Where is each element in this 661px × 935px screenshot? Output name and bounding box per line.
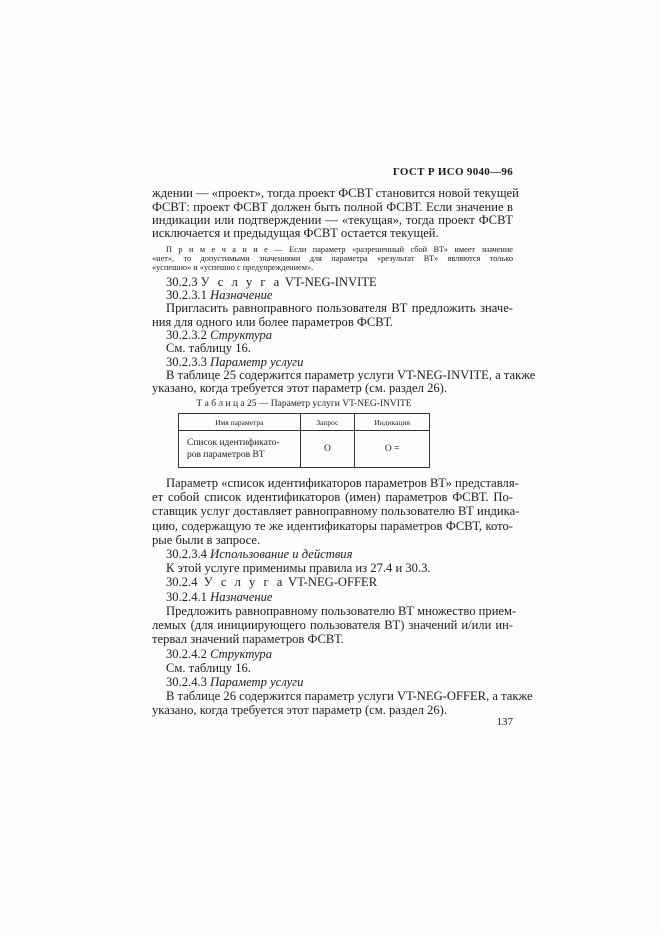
text-line: указано, когда требуется этот параметр (см. раздел 26). [152, 381, 448, 395]
text-line: индикации или подтверждении — «текущая», тогда проект ФСВТ [152, 213, 513, 227]
parameter-table [178, 413, 430, 468]
section-number: 30.2.4.2 [166, 647, 207, 661]
section-title: Структура [210, 328, 273, 342]
section-title: Параметр услуги [210, 355, 304, 369]
subsection-heading [166, 547, 513, 561]
section-heading [166, 575, 513, 589]
text-line: указано, когда требуется этот параметр (см. раздел 26). [152, 703, 448, 717]
text-line: рые были в запросе. [152, 533, 261, 547]
subsection-heading [166, 647, 513, 661]
text-line: лемых (для инициирующего пользователя ВТ) значений и/или ин- [152, 618, 513, 632]
subsection-heading [166, 590, 513, 604]
section-title: Параметр услуги [210, 675, 304, 689]
column-header: Индикация [355, 414, 430, 431]
column-header: Имя параметра [179, 414, 301, 431]
section-number: 30.2.3.4 [166, 547, 207, 561]
text-line: цию, содержащую те же идентификаторы параметров ФСВТ, кото- [152, 519, 513, 533]
note-text: — Если параметр «разрешенный сбой ВТ» имеет значение [274, 245, 513, 254]
section-number: 30.2.3.1 [166, 288, 207, 302]
text-line: Предложить равноправному пользователю ВТ множество прием- [166, 604, 517, 618]
document-header: ГОСТ Р ИСО 9040—96 [392, 166, 513, 178]
table-row [179, 431, 430, 468]
section-word: У с л у г а [203, 575, 285, 589]
text-line: тервал значений параметров ФСВТ. [152, 632, 344, 646]
text-line: См. таблицу 16. [166, 341, 251, 355]
section-title: Назначение [210, 288, 273, 302]
note-label: П р и м е ч а н и е [166, 245, 268, 254]
text-line: ет собой список идентификаторов (имен) параметров ФСВТ. По- [152, 490, 513, 504]
section-title: Использование и действия [210, 547, 353, 561]
service-name: VT-NEG-INVITE [284, 275, 377, 289]
cell-line: ров параметров ВТ [187, 450, 265, 460]
subsection-heading [166, 355, 513, 369]
text-line: исключается и предыдущая ФСВТ остается текущей. [152, 226, 439, 240]
text-line: Пригласить равноправного пользователя ВТ предложить значе- [166, 301, 513, 315]
note-line [166, 245, 513, 254]
table-caption: Т а б л и ц а 25 — Параметр услуги VT-NEG-INVITE [196, 399, 412, 409]
section-number: 30.2.3 [166, 275, 198, 289]
section-number: 30.2.4.3 [166, 675, 207, 689]
text-line: См. таблицу 16. [166, 661, 251, 675]
text-line: В таблице 26 содержится параметр услуги VT-NEG-OFFER, а также [166, 689, 533, 703]
subsection-heading [166, 675, 513, 689]
section-number: 30.2.4 [166, 575, 198, 589]
text-line: ФСВТ: проект ФСВТ должен быть полной ФСВТ. Если значение в [152, 200, 513, 214]
text-line: Параметр «список идентификаторов параметров ВТ» представля- [166, 476, 519, 490]
table-cell: О = [355, 431, 430, 468]
text-line: ставщик услуг доставляет равноправному пользователю ВТ индика- [152, 504, 520, 518]
text-line: В таблице 25 содержится параметр услуги VT-NEG-INVITE, а также [166, 368, 536, 382]
subsection-heading [166, 288, 513, 302]
subsection-heading [166, 328, 513, 342]
text-line: К этой услуге применимы правила из 27.4 и 30.3. [166, 561, 431, 575]
section-word: У с л у г а [200, 275, 282, 289]
section-number: 30.2.3.2 [166, 328, 207, 342]
note-line: «успешно» и «успешно с предупреждением». [152, 263, 314, 272]
table-header-row [179, 414, 430, 431]
section-title: Назначение [210, 590, 273, 604]
section-heading [166, 275, 513, 289]
service-name: VT-NEG-OFFER [288, 575, 378, 589]
text-line: ждении — «проект», тогда проект ФСВТ становится новой текущей [152, 186, 519, 200]
text-line: ния для одного или более параметров ФСВТ. [152, 315, 394, 329]
cell-line: Список идентификато- [187, 438, 280, 448]
section-title: Структура [210, 647, 273, 661]
table-cell [179, 431, 301, 468]
page-number: 137 [496, 716, 513, 728]
table-cell: О [300, 431, 355, 468]
note-line: «нет», то допустимыми значениями для параметра «результат ВТ» являются только [152, 254, 513, 263]
section-number: 30.2.3.3 [166, 355, 207, 369]
column-header: Запрос [300, 414, 355, 431]
section-number: 30.2.4.1 [166, 590, 207, 604]
